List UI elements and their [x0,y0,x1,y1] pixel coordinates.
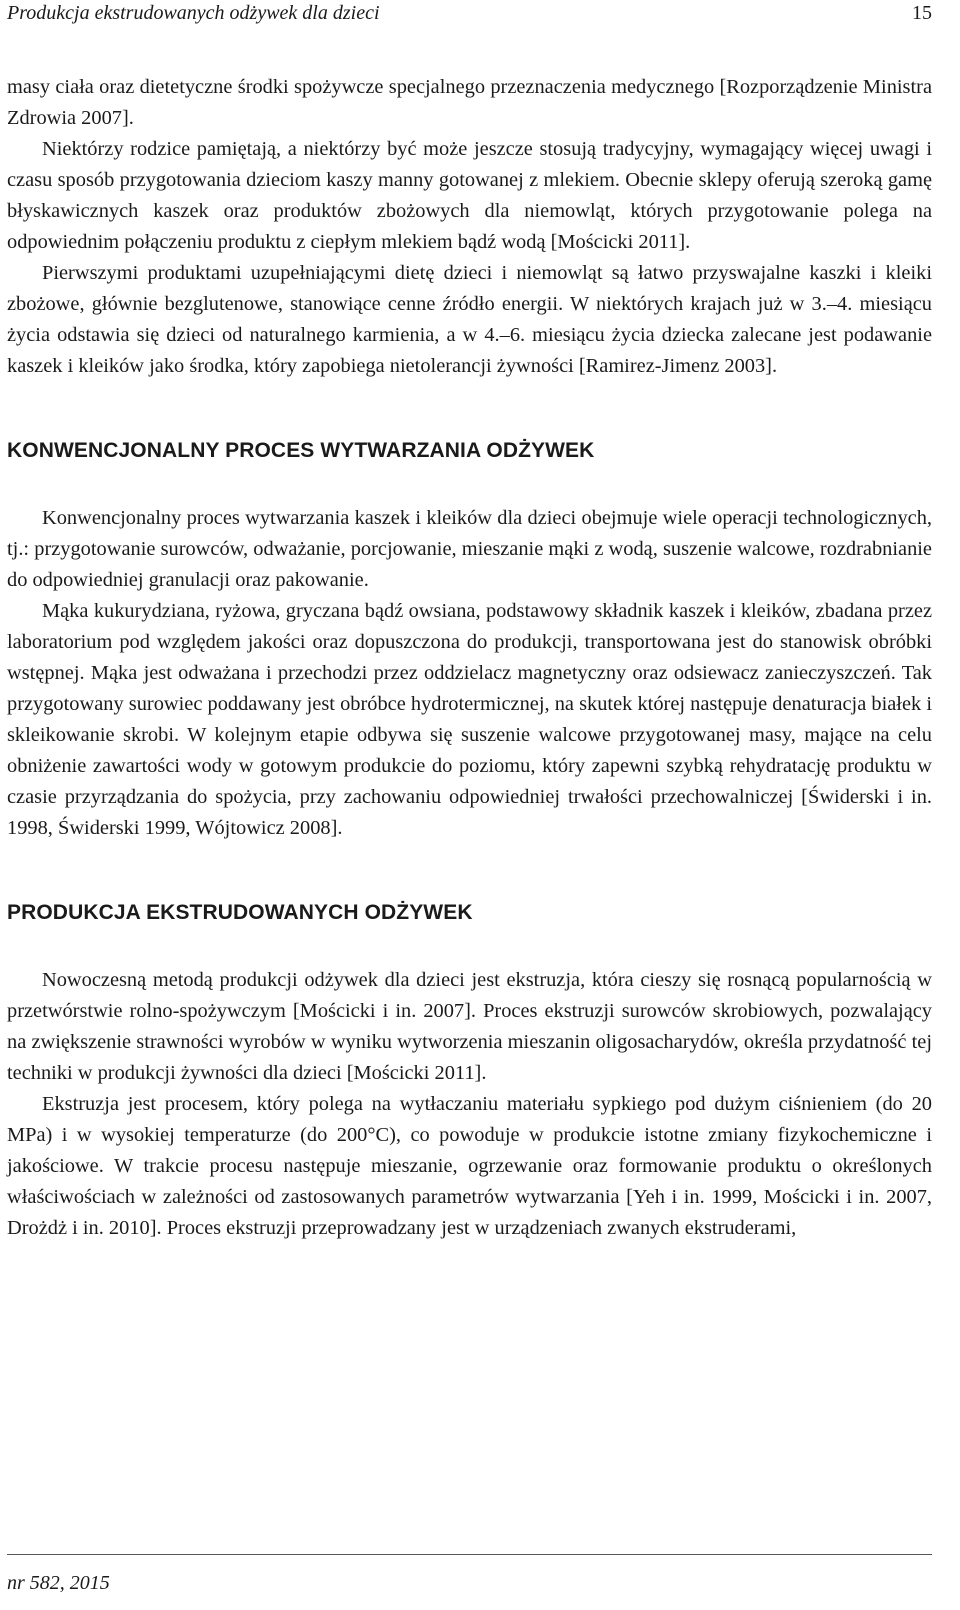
running-header [7,0,932,28]
document-page [7,0,932,1610]
section-heading-extruded-production: PRODUKCJA EKSTRUDOWANYCH ODŻYWEK [7,901,473,924]
paragraph: Pierwszymi produktami uzupełniającymi dietę dzieci i niemowląt są łatwo przyswajalne kaszki i kleiki zbożowe, głównie bezglutenowe, stanowiące cenne źródło energii. W niektórych krajach już w 3.–4. miesiącu życia odstawia się dzieci od naturalnego karmienia, a w 4.–6. miesiącu życia dziecka zalecane jest podawanie kaszek i kleików jako środka, który zapobiega nietolerancji żywności [Ramirez-Jimenz 2003]. [7,262,932,377]
paragraph: Konwencjonalny proces wytwarzania kaszek i kleików dla dzieci obejmuje wiele operacji technologicznych, tj.: przygotowanie surowców, odważanie, porcjowanie, mieszanie mąki z wodą, suszenie walcowe, rozdrabnianie do odpowiedniej granulacji oraz pakowanie. [7,507,932,591]
running-title: Produkcja ekstrudowanych odżywek dla dzieci [7,2,380,24]
paragraph-continued: masy ciała oraz dietetyczne środki spożywcze specjalnego przeznaczenia medycznego [Rozporządzenie Ministra Zdrowia 2007]. [7,76,932,129]
section-heading-conventional-process: KONWENCJONALNY PROCES WYTWARZANIA ODŻYWEK [7,439,595,462]
paragraph: Ekstruzja jest procesem, który polega na wytłaczaniu materiału sypkiego pod dużym ciśnieniem (do 20 MPa) i w wysokiej temperaturze (do 200°C), co powoduje w produkcie istotne zmiany fizykochemiczne i jakościowe. W trakcie procesu następuje mieszanie, ogrzewanie oraz formowanie produktu o określonych właściwościach w zależności od zastosowanych parametrów wytwarzania [Yeh i in. 1999, Mościcki i in. 2007, Drożdż i in. 2010]. Proces ekstruzji przeprowadzany jest w urządzeniach zwanych ekstruderami, [7,1093,932,1239]
body-text [7,72,932,1244]
footer-issue: nr 582, 2015 [7,1572,110,1594]
footer-divider [7,1554,932,1555]
paragraph: Mąka kukurydziana, ryżowa, gryczana bądź owsiana, podstawowy składnik kaszek i kleików, zbadana przez laboratorium pod względem jakości oraz dopuszczona do produkcji, transportowana jest do stanowisk obróbki wstępnej. Mąka jest odważana i przechodzi przez oddzielacz magnetyczny oraz odsiewacz zanieczyszczeń. Tak przygotowany surowiec poddawany jest obróbce hydrotermicznej, na skutek której następuje denaturacja białek i skleikowanie skrobi. W kolejnym etapie odbywa się suszenie walcowe przygotowanej masy, mające na celu obniżenie zawartości wody w gotowym produkcie do poziomu, który zapewni szybką rehydratację produktu w czasie przyrządzania do spożycia, przy zachowaniu odpowiedniej trwałości przechowalniczej [Świderski i in. 1998, Świderski 1999, Wójtowicz 2008]. [7,600,932,839]
page-number: 15 [912,2,932,24]
paragraph: Nowoczesną metodą produkcji odżywek dla dzieci jest ekstruzja, która cieszy się rosnącą popularnością w przetwórstwie rolno-spożywczym [Mościcki i in. 2007]. Proces ekstruzji surowców skrobiowych, pozwalający na zwiększenie strawności wyrobów w wyniku wytworzenia mieszanin oligosacharydów, określa przydatność tej techniki w produkcji żywności dla dzieci [Mościcki 2011]. [7,969,932,1084]
paragraph: Niektórzy rodzice pamiętają, a niektórzy być może jeszcze stosują tradycyjny, wymagający więcej uwagi i czasu sposób przygotowania dzieciom kaszy manny gotowanej z mlekiem. Obecnie sklepy oferują szeroką gamę błyskawicznych kaszek oraz produktów zbożowych dla niemowląt, których przygotowanie polega na odpowiednim połączeniu produktu z ciepłym mlekiem bądź wodą [Mościcki 2011]. [7,138,932,253]
